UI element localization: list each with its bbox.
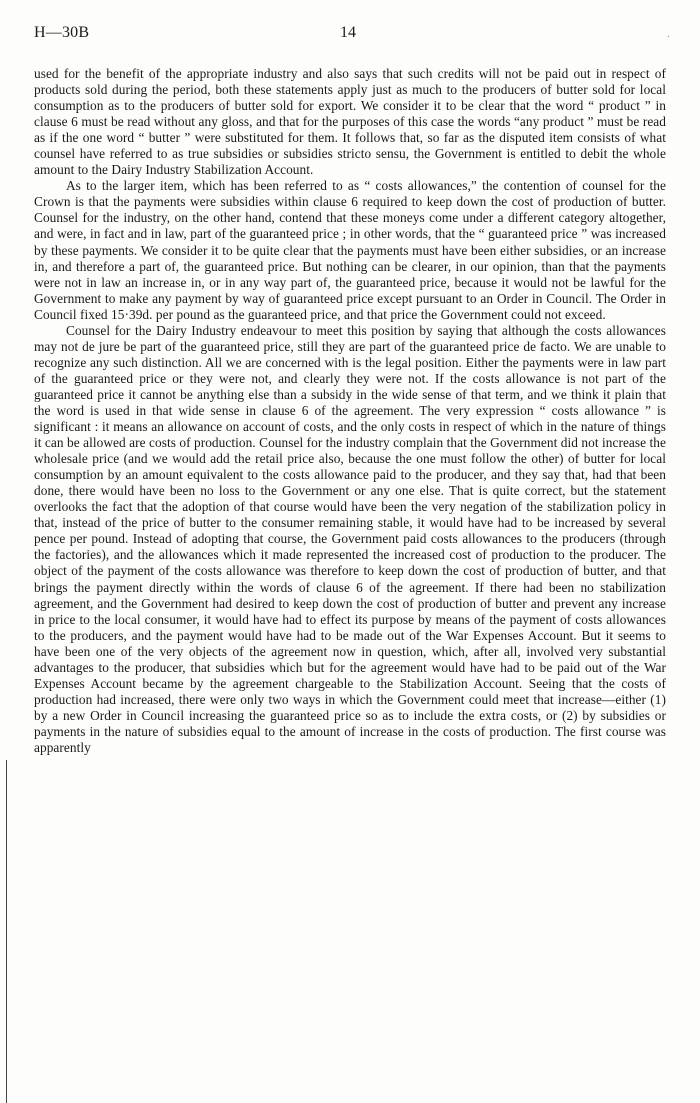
- margin-mark: ·: [666, 32, 670, 43]
- page-header: [34, 24, 670, 48]
- body-text: [34, 66, 666, 756]
- paragraph-1: used for the benefit of the appropriate industry and also says that such credits will not be paid out in respect of products sold during the period, both these statements apply just as much to the producers of butter sold for local consumption as to the producers of butter sold for export. We consider it to be clear that the word “ product ” in clause 6 must be read without any gloss, and that for the purposes of this case the words “any product ” must be read as if the one word “ butter ” were substituted for them. It follows that, so far as the disputed item consists of what counsel have referred to as true subsidies or subsidies stricto sensu, the Government is entitled to debit the whole amount to the Dairy Industry Stabilization Account.: [34, 66, 666, 178]
- paragraph-2: As to the larger item, which has been referred to as “ costs allowances,” the contention of counsel for the Crown is that the payments were subsidies within clause 6 required to keep down the cost of production of butter. Counsel for the industry, on the other hand, contend that these moneys come under a different category altogether, and were, in fact and in law, part of the guaranteed price ; in other words, that the “ guaranteed price ” was increased by these payments. We consider it to be quite clear that the payments must have been either subsidies, or an increase in, and therefore a part of, the guaranteed price. But nothing can be clearer, in our opinion, than that the payments were not in law an increase in, or in any way part of, the guaranteed price, because it would not be lawful for the Government to make any payment by way of guaranteed price except pursuant to an Order in Council. The Order in Council fixed 15·39d. per pound as the guaranteed price, and that price the Government could not exceed.: [34, 178, 666, 322]
- page-number: 14: [340, 24, 356, 41]
- margin-rule: [6, 760, 7, 1103]
- document-reference: H—30B: [34, 24, 90, 41]
- paragraph-3: Counsel for the Dairy Industry endeavour to meet this position by saying that although the costs allowances may not de jure be part of the guaranteed price, still they are part of the guaranteed price de facto. We are unable to recognize any such distinction. All we are concerned with is the legal position. Either the payments were in law part of the guaranteed price or they were not, and clearly they were not. If the costs allowance is not part of the guaranteed price it cannot be anything else than a subsidy in the wide sense of that term, and we think it plain that the word is used in that wide sense in clause 6 of the agreement. The very expression “ costs allowance ” is significant : it means an allowance on account of costs, and the only costs in respect of which in the nature of things it can be allowed are costs of production. Counsel for the industry complain that the Government did not increase the wholesale price (and we would add the retail price also, because the one must follow the other) of butter for local consumption by an amount equivalent to the costs allowance paid to the producer, and they say that, had that been done, there would have been no loss to the Government or any one else. That is quite correct, but the statement overlooks the fact that the adoption of that course would have been the very negation of the stabilization policy in that, instead of the price of butter to the consumer remaining stable, it would have had to be increased by several pence per pound. Instead of adopting that course, the Government paid costs allowances to the producers (through the factories), and the allowances which it made represented the increased cost of production to the producer. The object of the payment of the costs allowance was therefore to keep down the cost of production of butter, and that brings the payment directly within the words of clause 6 of the agreement. If there had been no stabilization agreement, and the Government had desired to keep down the cost of production of butter and prevent any increase in price to the local consumer, it would have had to effect its purpose by means of the payment of costs allowances to the producers, and the payment would have had to be made out of the War Expenses Account. But it seems to have been one of the very objects of the agreement now in question, which, after all, involved very substantial advantages to the producer, that subsidies which but for the agreement would have had to be paid out of the War Expenses Account became by the agreement chargeable to the Stabilization Account. Seeing that the costs of production had increased, there were only two ways in which the Government could meet that increase—either (1) by a new Order in Council increasing the guaranteed price so as to include the extra costs, or (2) by subsidies or payments in the nature of subsidies equal to the amount of increase in the costs of production. The first course was apparently: [34, 322, 666, 755]
